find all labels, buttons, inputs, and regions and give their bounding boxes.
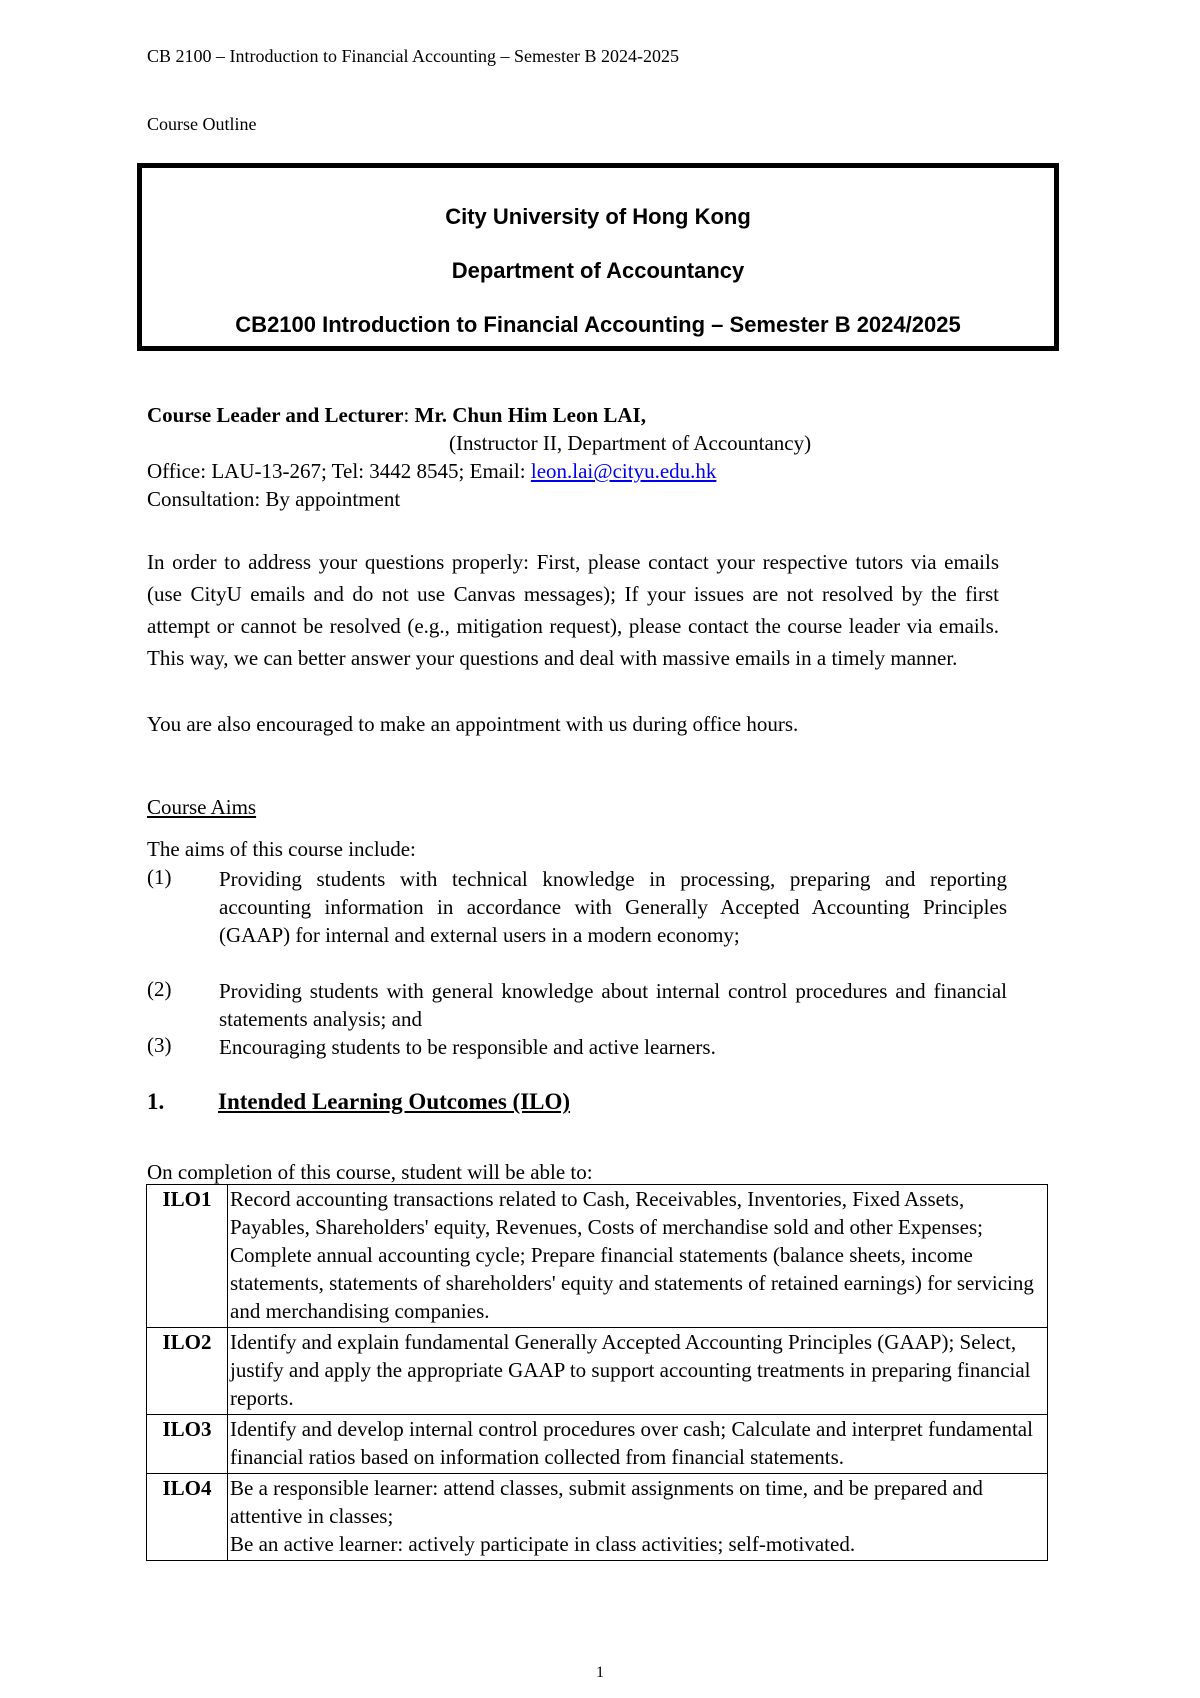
ilo-description: Identify and develop internal control procedures over cash; Calculate and interpret fundamental financial ratios based on information collected from financial statements.	[228, 1415, 1048, 1474]
course-leader-label: Course Leader and Lecturer	[147, 403, 404, 427]
running-header: CB 2100 – Introduction to Financial Accounting – Semester B 2024-2025	[147, 46, 679, 66]
aim-number: (1)	[147, 865, 172, 889]
title-box	[137, 163, 1059, 351]
course-aims-heading: Course Aims	[147, 795, 257, 819]
section-title: Intended Learning Outcomes (ILO)	[218, 1089, 571, 1114]
instructor-title: (Instructor II, Department of Accountancy)	[449, 431, 812, 455]
ilo-description: Record accounting transactions related to Cash, Receivables, Inventories, Fixed Assets, Payables, Shareholders' equity, Revenues, Costs of merchandise sold and other Expenses; Complete annual accounting cycle; Prepare financial statements (balance sheets, income statements, statements of shareholders' equity and statements of retained earnings) for servicing and merchandising companies.	[228, 1185, 1048, 1328]
contact-instructions-paragraph: In order to address your questions properly: First, please contact your respective tutors via emails (use CityU emails and do not use Canvas messages); If your issues are not resolved by the first attempt or cannot be resolved (e.g., mitigation request), please contact the course leader via emails. This way, we can better answer your questions and deal with massive emails in a timely manner.	[147, 550, 999, 670]
ilo-description-line: Be an active learner: actively participate in class activities; self-motivated.	[230, 1532, 856, 1556]
aim-text: Providing students with technical knowledge in processing, preparing and reporting accounting information in accordance with Generally Accepted Accounting Principles (GAAP) for internal and external users in a modern economy;	[219, 867, 1007, 947]
ilo-description: Identify and explain fundamental Generally Accepted Accounting Principles (GAAP); Select, justify and apply the appropriate GAAP to support accounting treatments in preparing financial reports.	[228, 1328, 1048, 1415]
university-name: City University of Hong Kong	[445, 204, 751, 229]
course-title: CB2100 Introduction to Financial Accounting – Semester B 2024/2025	[235, 312, 961, 337]
office-hours-paragraph: You are also encouraged to make an appointment with us during office hours.	[147, 712, 799, 736]
ilo-description	[228, 1474, 1048, 1561]
ilo-code: ILO4	[147, 1474, 228, 1561]
ilo-description-line: Be a responsible learner: attend classes, submit assignments on time, and be prepared and attentive in classes;	[230, 1476, 983, 1528]
section-number: 1.	[147, 1089, 165, 1114]
ilo-code: ILO1	[147, 1185, 228, 1328]
table-row	[147, 1474, 1048, 1561]
office-text: Office: LAU-13-267; Tel: 3442 8545; Email:	[147, 459, 531, 483]
aim-number: (2)	[147, 977, 172, 1001]
aim-text: Encouraging students to be responsible and active learners.	[219, 1035, 716, 1059]
ilo-code: ILO3	[147, 1415, 228, 1474]
table-row	[147, 1415, 1048, 1474]
ilo-code: ILO2	[147, 1328, 228, 1415]
ilo-table	[146, 1184, 1048, 1561]
email-link[interactable]: leon.lai@cityu.edu.hk	[530, 459, 717, 483]
ilo-intro: On completion of this course, student will be able to:	[147, 1160, 593, 1184]
aim-text: Providing students with general knowledge about internal control procedures and financial statements analysis; and	[219, 979, 1007, 1031]
table-row	[147, 1185, 1048, 1328]
table-row	[147, 1328, 1048, 1415]
page-number: 1	[596, 1664, 604, 1681]
aim-number: (3)	[147, 1033, 172, 1057]
office-contact-line	[147, 459, 716, 484]
document-type-label: Course Outline	[147, 114, 257, 134]
course-aims-intro: The aims of this course include:	[147, 837, 416, 861]
department-name: Department of Accountancy	[451, 258, 745, 283]
course-leader-line: Course Leader and Lecturer: Mr. Chun Him Leon LAI,	[147, 403, 646, 427]
course-leader-name: Mr. Chun Him Leon LAI,	[414, 403, 646, 427]
consultation-line: Consultation: By appointment	[147, 487, 401, 511]
